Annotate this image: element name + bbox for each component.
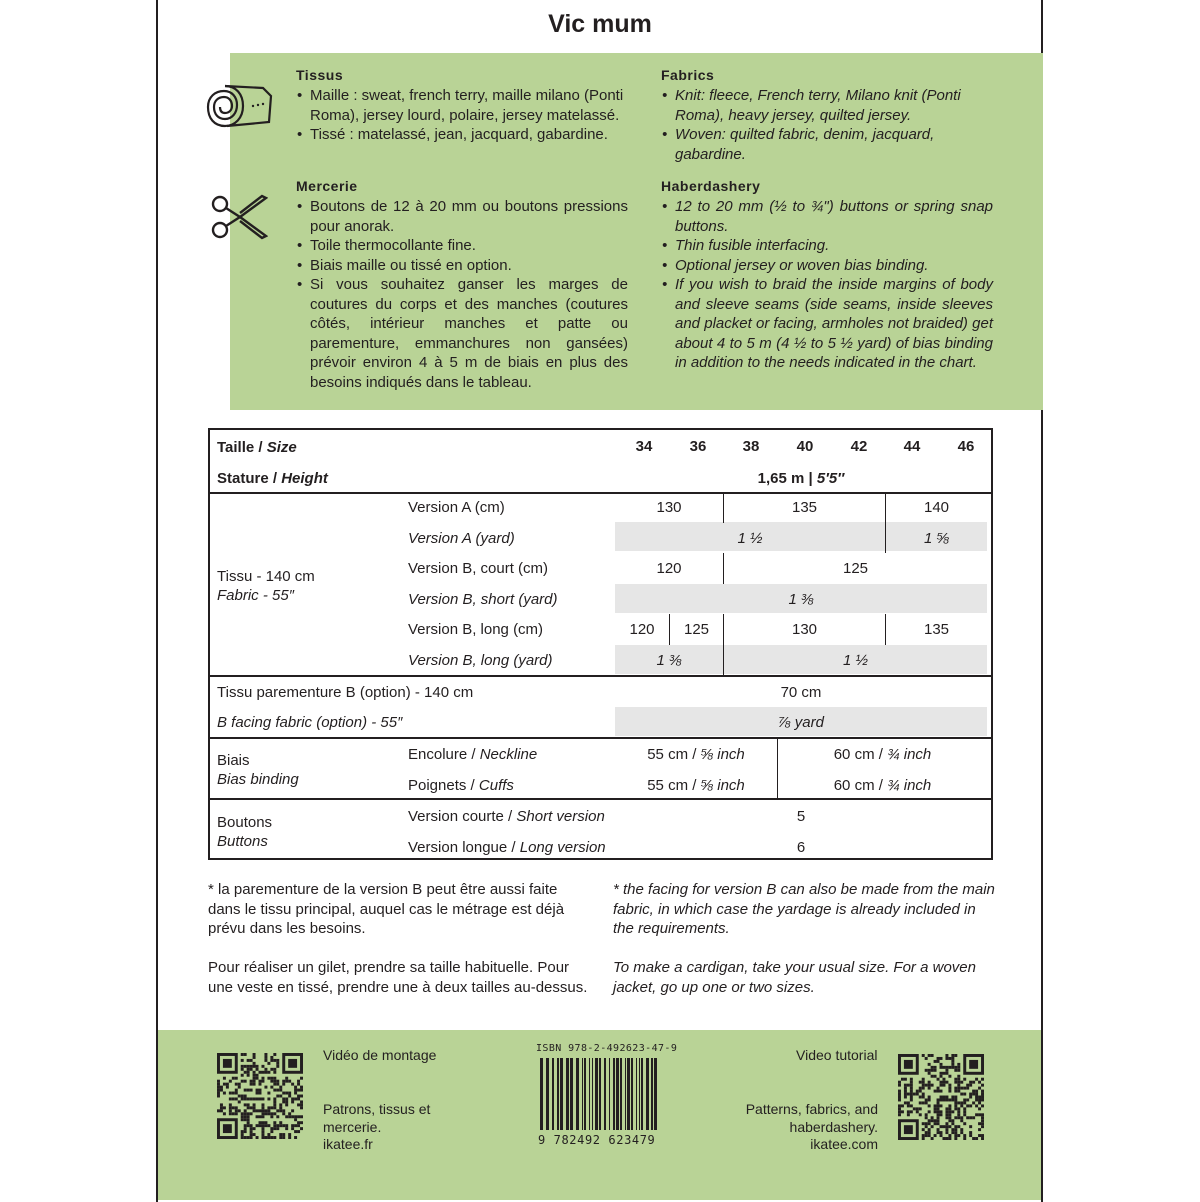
facing-cm: 70 cm bbox=[780, 684, 822, 701]
list-item: • Knit: fleece, French terry, Milano knit (Ponti Roma), heavy jersey, quilted jersey. bbox=[661, 86, 993, 125]
shop-text-fr: Patrons, tissus et mercerie. bbox=[323, 1101, 431, 1135]
buttons-label-fr: Boutons bbox=[217, 814, 273, 831]
size-46: 46 bbox=[957, 438, 975, 455]
cuffs-label-en: Cuffs bbox=[478, 777, 514, 794]
size-42: 42 bbox=[850, 438, 868, 455]
neckline-label-fr: Encolure / bbox=[408, 746, 476, 763]
list-item: • Si vous souhaitez ganser les marges de coutures du corps et des manches (coutures côtés, intérieur manches et patte ou parementure, emmanchures non gansées) prévoir environ 4 à 5 m de biais en plus des besoins indiqués dans le tableau. bbox=[296, 275, 628, 392]
yardage-table bbox=[208, 428, 993, 860]
vbs-cm-40-46: 125 bbox=[842, 560, 869, 577]
shop-text-en: Patterns, fabrics, and haberdashery. bbox=[745, 1101, 878, 1135]
cuffs-label-fr: Poignets / bbox=[408, 777, 475, 794]
note-facing-fr: * la parementure de la version B peut être aussi faite dans le tissu principal, auquel cas le métrage est déjà prévu dans les besoins. bbox=[208, 881, 565, 937]
height-value-en: 5′5″ bbox=[816, 470, 845, 487]
rule bbox=[210, 798, 991, 800]
fabrics-list-fr bbox=[296, 86, 628, 145]
scissors-icon bbox=[210, 193, 268, 241]
va-yd-46: 1 ⅝ bbox=[923, 530, 950, 547]
haberdashery-heading-fr: Mercerie bbox=[296, 178, 358, 194]
va-cm-46: 140 bbox=[923, 499, 950, 516]
bias-label-en: Bias binding bbox=[217, 771, 299, 788]
list-item: • Tissé : matelassé, jean, jacquard, gabardine. bbox=[296, 125, 628, 145]
qr-code-en-icon[interactable] bbox=[898, 1054, 984, 1140]
short-version-label-en: Short version bbox=[516, 808, 605, 825]
rule bbox=[210, 675, 991, 677]
va-cm-34-38: 130 bbox=[656, 499, 682, 516]
vbl-yd-38-46: 1 ½ bbox=[842, 652, 869, 669]
note-size-en: To make a cardigan, take your usual size. For a woven jacket, go up one or two sizes. bbox=[613, 959, 976, 996]
vbs-yd-label: Version B, short (yard) bbox=[408, 591, 558, 608]
vbs-cm-label: Version B, court (cm) bbox=[408, 560, 549, 577]
neckline-cm-small: 55 cm / bbox=[647, 746, 697, 763]
video-label-fr: Vidéo de montage bbox=[323, 1047, 437, 1063]
fabric-label-fr: Tissu - 140 cm bbox=[217, 568, 315, 585]
long-version-count: 6 bbox=[796, 839, 806, 856]
size-44: 44 bbox=[903, 438, 921, 455]
cuffs-cm-large: 60 cm / bbox=[833, 777, 883, 794]
list-item: • Toile thermocollante fine. bbox=[296, 236, 628, 256]
va-cm-40-44: 135 bbox=[791, 499, 818, 516]
cuffs-in-large: ¾ inch bbox=[887, 777, 932, 794]
facing-yd: ⅞ yard bbox=[778, 714, 824, 731]
vbs-cm-34-38: 120 bbox=[656, 560, 682, 577]
vbl-cm-label: Version B, long (cm) bbox=[408, 621, 544, 638]
vbl-cm-36: 125 bbox=[683, 621, 710, 638]
qr-code-fr-icon[interactable] bbox=[217, 1053, 303, 1139]
fabrics-heading-fr: Tissus bbox=[296, 67, 344, 83]
list-item: • If you wish to braid the inside margins of body and sleeve seams (side seams, inside sleeves and placket or facing, armholes not braided) get about 4 to 5 m (4 ½ to 5 ½ yard) of bias binding in addition to the needs indicated in the chart. bbox=[661, 275, 993, 373]
rule bbox=[210, 492, 991, 494]
short-version-label-fr: Version courte / bbox=[408, 808, 513, 825]
list-item: • Biais maille ou tissé en option. bbox=[296, 256, 628, 276]
list-item: • 12 to 20 mm (½ to ¾") buttons or spring snap buttons. bbox=[661, 197, 993, 236]
barcode-digits: 9 782492 623479 bbox=[538, 1133, 656, 1147]
va-yd-label: Version A (yard) bbox=[408, 530, 515, 547]
neckline-in-large: ¾ inch bbox=[887, 746, 932, 763]
list-item: • Maille : sweat, french terry, maille milano (Ponti Roma), jersey lourd, polaire, jersey matelassé. bbox=[296, 86, 628, 125]
isbn-text: ISBN 978-2-492623-47-9 bbox=[536, 1043, 678, 1054]
facing-label-fr: Tissu parementure B (option) - 140 cm bbox=[217, 684, 474, 701]
website-en[interactable]: ikatee.com bbox=[810, 1136, 878, 1152]
cuffs-cm-small: 55 cm / bbox=[647, 777, 697, 794]
size-label-en: Size bbox=[266, 439, 297, 456]
vbs-yd-all: 1 ⅜ bbox=[788, 591, 814, 608]
note-size-fr: Pour réaliser un gilet, prendre sa taille habituelle. Pour une veste en tissé, prendre une à deux tailles au-dessus. bbox=[208, 959, 588, 996]
video-label-en: Video tutorial bbox=[796, 1047, 878, 1063]
long-version-label-fr: Version longue / bbox=[408, 839, 516, 856]
va-cm-label: Version A (cm) bbox=[408, 499, 505, 516]
neckline-cm-large: 60 cm / bbox=[833, 746, 883, 763]
fabric-label-en: Fabric - 55″ bbox=[217, 587, 294, 604]
vbl-cm-38-42: 130 bbox=[791, 621, 818, 638]
short-version-count: 5 bbox=[796, 808, 806, 825]
height-label-en: Height bbox=[281, 470, 328, 487]
size-34: 34 bbox=[635, 438, 653, 455]
page-title: Vic mum bbox=[548, 10, 652, 38]
haberdashery-heading-en: Haberdashery bbox=[661, 178, 761, 194]
size-label-fr: Taille / bbox=[217, 439, 263, 456]
va-yd-34-44: 1 ½ bbox=[737, 530, 763, 547]
note-facing-en: * the facing for version B can also be made from the main fabric, in which case the yardage is already included in the requirements. bbox=[613, 881, 995, 937]
size-38: 38 bbox=[742, 438, 760, 455]
bias-label-fr: Biais bbox=[217, 752, 250, 769]
long-version-label-en: Long version bbox=[519, 839, 606, 856]
vbl-yd-label: Version B, long (yard) bbox=[408, 652, 553, 669]
size-40: 40 bbox=[796, 438, 814, 455]
haberdashery-list-en bbox=[661, 197, 993, 373]
vbl-cm-44-46: 135 bbox=[923, 621, 950, 638]
list-item: • Woven: quilted fabric, denim, jacquard, gabardine. bbox=[661, 125, 993, 164]
buttons-label-en: Buttons bbox=[217, 833, 268, 850]
height-value-fr: 1,65 m | bbox=[757, 470, 813, 487]
fabrics-heading-en: Fabrics bbox=[661, 67, 715, 83]
barcode-icon bbox=[538, 1058, 662, 1130]
haberdashery-list-fr bbox=[296, 197, 628, 392]
neckline-label-en: Neckline bbox=[479, 746, 538, 763]
neckline-in-small: ⅝ inch bbox=[700, 746, 745, 763]
size-36: 36 bbox=[689, 438, 707, 455]
facing-label-en: B facing fabric (option) - 55″ bbox=[217, 714, 403, 731]
website-fr[interactable]: ikatee.fr bbox=[323, 1136, 373, 1152]
fabrics-list-en bbox=[661, 86, 993, 164]
vbl-cm-34: 120 bbox=[629, 621, 655, 638]
rule bbox=[210, 737, 991, 739]
fabric-roll-icon bbox=[205, 82, 273, 130]
list-item: • Optional jersey or woven bias binding. bbox=[661, 256, 993, 276]
cuffs-in-small: ⅝ inch bbox=[700, 777, 745, 794]
list-item: • Thin fusible interfacing. bbox=[661, 236, 993, 256]
list-item: • Boutons de 12 à 20 mm ou boutons pressions pour anorak. bbox=[296, 197, 628, 236]
vbl-yd-34-36: 1 ⅜ bbox=[656, 652, 682, 669]
height-label-fr: Stature / bbox=[217, 470, 278, 487]
